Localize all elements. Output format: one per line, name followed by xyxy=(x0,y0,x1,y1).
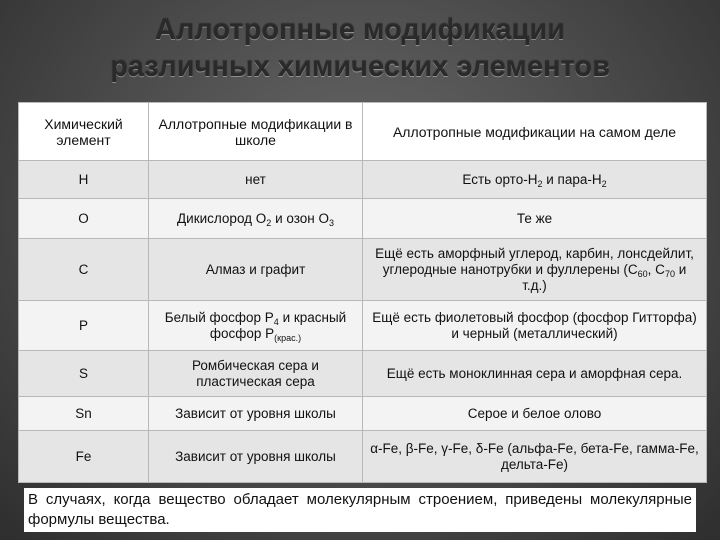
text-segment: Ромбическая сера и пластическая сера xyxy=(192,357,319,389)
cell-real xyxy=(363,397,707,431)
cell-school xyxy=(149,351,363,397)
cell-real xyxy=(363,239,707,301)
header-element: Химический элемент xyxy=(19,103,149,161)
cell-real xyxy=(363,431,707,483)
text-segment: Серое и белое олово xyxy=(467,405,602,421)
cell-school xyxy=(149,199,363,239)
cell-school xyxy=(149,301,363,351)
text-segment: Ещё есть фиолетовый фосфор (фосфор Гитторфа) и черный (металлический) xyxy=(372,309,697,341)
table-header-row xyxy=(19,103,707,161)
cell-element: H xyxy=(19,161,149,199)
cell-real xyxy=(363,351,707,397)
header-real: Аллотропные модификации на самом деле xyxy=(363,103,707,161)
table-row xyxy=(19,431,707,483)
text-segment: Зависит от уровня школы xyxy=(175,405,336,421)
subscript: 60 xyxy=(637,268,648,279)
subscript: 2 xyxy=(537,178,543,189)
text-segment: , C xyxy=(647,261,665,277)
subscript: 2 xyxy=(266,217,272,228)
cell-element: Fe xyxy=(19,431,149,483)
cell-school xyxy=(149,397,363,431)
header-school: Аллотропные модификации в школе xyxy=(149,103,363,161)
cell-school xyxy=(149,239,363,301)
cell-real xyxy=(363,301,707,351)
title-line-1: Аллотропные модификации xyxy=(155,14,565,46)
text-segment: Ещё есть аморфный углерод, карбин, лонсдейлит, углеродные нанотрубки и фуллерены (C xyxy=(375,245,694,277)
subscript: 3 xyxy=(328,217,334,228)
cell-element: Sn xyxy=(19,397,149,431)
slide-title xyxy=(0,12,720,86)
text-segment: Алмаз и графит xyxy=(205,261,306,277)
text-segment: Белый фосфор P xyxy=(164,309,274,325)
subscript: (крас.) xyxy=(274,332,302,343)
subscript: 70 xyxy=(664,268,675,279)
text-segment: нет xyxy=(245,171,266,187)
allotropes-table xyxy=(18,102,707,483)
table-row xyxy=(19,351,707,397)
text-segment: и красный фосфор P xyxy=(209,309,347,341)
text-segment: Те же xyxy=(516,210,553,226)
table-row xyxy=(19,199,707,239)
cell-school xyxy=(149,431,363,483)
text-segment: Дикислород O xyxy=(177,210,267,226)
cell-element: C xyxy=(19,239,149,301)
text-segment: и пара-H xyxy=(542,171,602,187)
table-row xyxy=(19,301,707,351)
text-segment: и т.д.) xyxy=(522,261,687,293)
footnote: В случаях, когда вещество обладает молекулярным строением, приведены молекулярные формулы вещества. xyxy=(24,488,696,532)
cell-real xyxy=(363,161,707,199)
text-segment: Ещё есть моноклинная сера и аморфная сера. xyxy=(386,365,683,381)
table-row xyxy=(19,161,707,199)
text-segment: Зависит от уровня школы xyxy=(175,448,336,464)
table-row xyxy=(19,239,707,301)
text-segment: α-Fe, β-Fe, γ-Fe, δ-Fe (альфа-Fe, бета-Fe, гамма-Fe, дельта-Fe) xyxy=(370,440,699,472)
title-line-2: различных химических элементов xyxy=(110,51,610,83)
subscript: 2 xyxy=(601,178,607,189)
cell-element: S xyxy=(19,351,149,397)
table-row xyxy=(19,397,707,431)
cell-element: O xyxy=(19,199,149,239)
cell-school xyxy=(149,161,363,199)
cell-real xyxy=(363,199,707,239)
subscript: 4 xyxy=(273,316,279,327)
text-segment: Есть орто-H xyxy=(462,171,538,187)
cell-element: P xyxy=(19,301,149,351)
text-segment: и озон O xyxy=(271,210,329,226)
